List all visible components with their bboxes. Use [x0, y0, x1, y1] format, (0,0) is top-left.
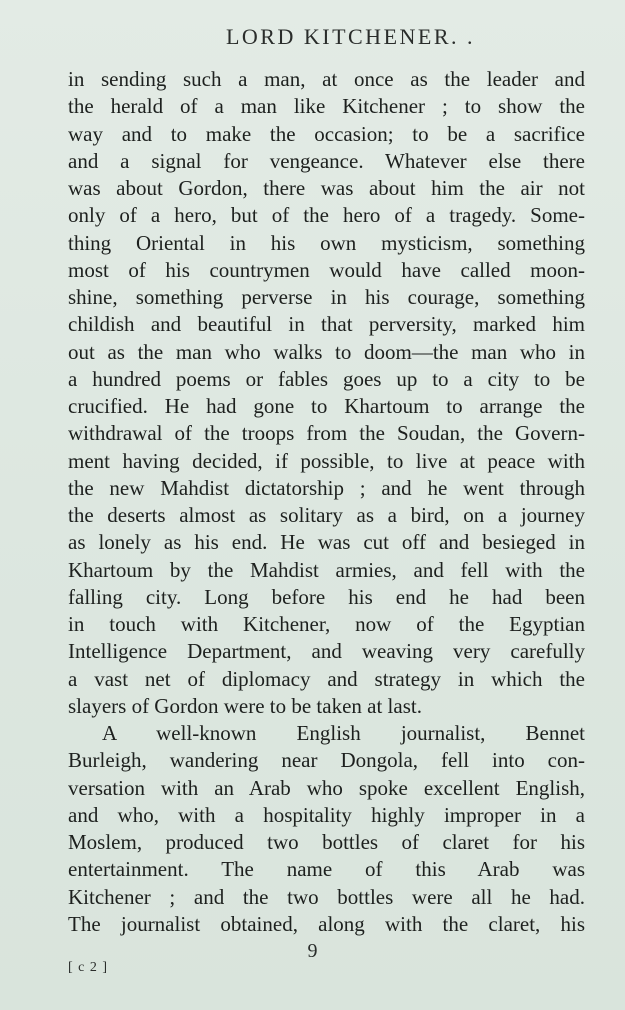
text-line: the deserts almost as solitary as a bird, on a journey: [68, 503, 585, 527]
text-line: entertainment. The name of this Arab was: [68, 857, 585, 882]
text-line: Moslem, produced two bottles of claret for his: [68, 830, 585, 854]
text-line: thing Oriental in his own mysticism, something: [68, 230, 585, 255]
text-line: childish and beautiful in that perversity, marked him: [68, 312, 585, 337]
text-line: in touch with Kitchener, now of the Egyptian: [68, 612, 585, 636]
signature-mark: [ c 2 ]: [68, 960, 109, 975]
paragraph-first-line: A well-known English journalist, Bennet: [102, 721, 585, 745]
text-line: withdrawal of the troops from the Soudan, the Govern-: [68, 421, 585, 446]
text-line: and who, with a hospitality highly improper in a: [68, 802, 585, 827]
text-line: Kitchener ; and the two bottles were all he had.: [68, 884, 585, 909]
text-line: versation with an Arab who spoke excellent English,: [68, 775, 585, 800]
text-line: slayers of Gordon were to be taken at last.: [68, 693, 422, 718]
text-line: was about Gordon, there was about him the air not: [68, 176, 585, 200]
text-line: shine, something perverse in his courage, something: [68, 285, 585, 309]
text-line: Burleigh, wandering near Dongola, fell into con-: [68, 748, 585, 773]
text-line: crucified. He had gone to Khartoum to arrange the: [68, 394, 585, 418]
text-line: and a signal for vengeance. Whatever else there: [68, 148, 585, 173]
text-line: out as the man who walks to doom—the man who in: [68, 339, 585, 364]
page-number: 9: [307, 940, 318, 962]
text-line: The journalist obtained, along with the claret, his: [68, 911, 585, 936]
text-line: Intelligence Department, and weaving very carefully: [68, 639, 585, 664]
text-line: only of a hero, but of the hero of a tragedy. Some-: [68, 203, 585, 228]
text-line: a hundred poems or fables goes up to a city to be: [68, 366, 585, 391]
text-line: in sending such a man, at once as the leader and: [68, 67, 585, 91]
text-line: most of his countrymen would have called moon-: [68, 257, 585, 282]
text-line: Khartoum by the Mahdist armies, and fell with the: [68, 557, 585, 582]
text-line: the new Mahdist dictatorship ; and he went through: [68, 475, 585, 500]
text-line: the herald of a man like Kitchener ; to show the: [68, 94, 585, 119]
text-line: falling city. Long before his end he had been: [68, 584, 585, 609]
body-text: [68, 66, 585, 938]
text-line: ment having decided, if possible, to live at peace with: [68, 448, 585, 473]
text-line: as lonely as his end. He was cut off and besieged in: [68, 530, 585, 555]
text-line: way and to make the occasion; to be a sacrifice: [68, 121, 585, 146]
running-head: LORD KITCHENER. .: [225, 24, 476, 49]
text-line: a vast net of diplomacy and strategy in which the: [68, 666, 585, 691]
